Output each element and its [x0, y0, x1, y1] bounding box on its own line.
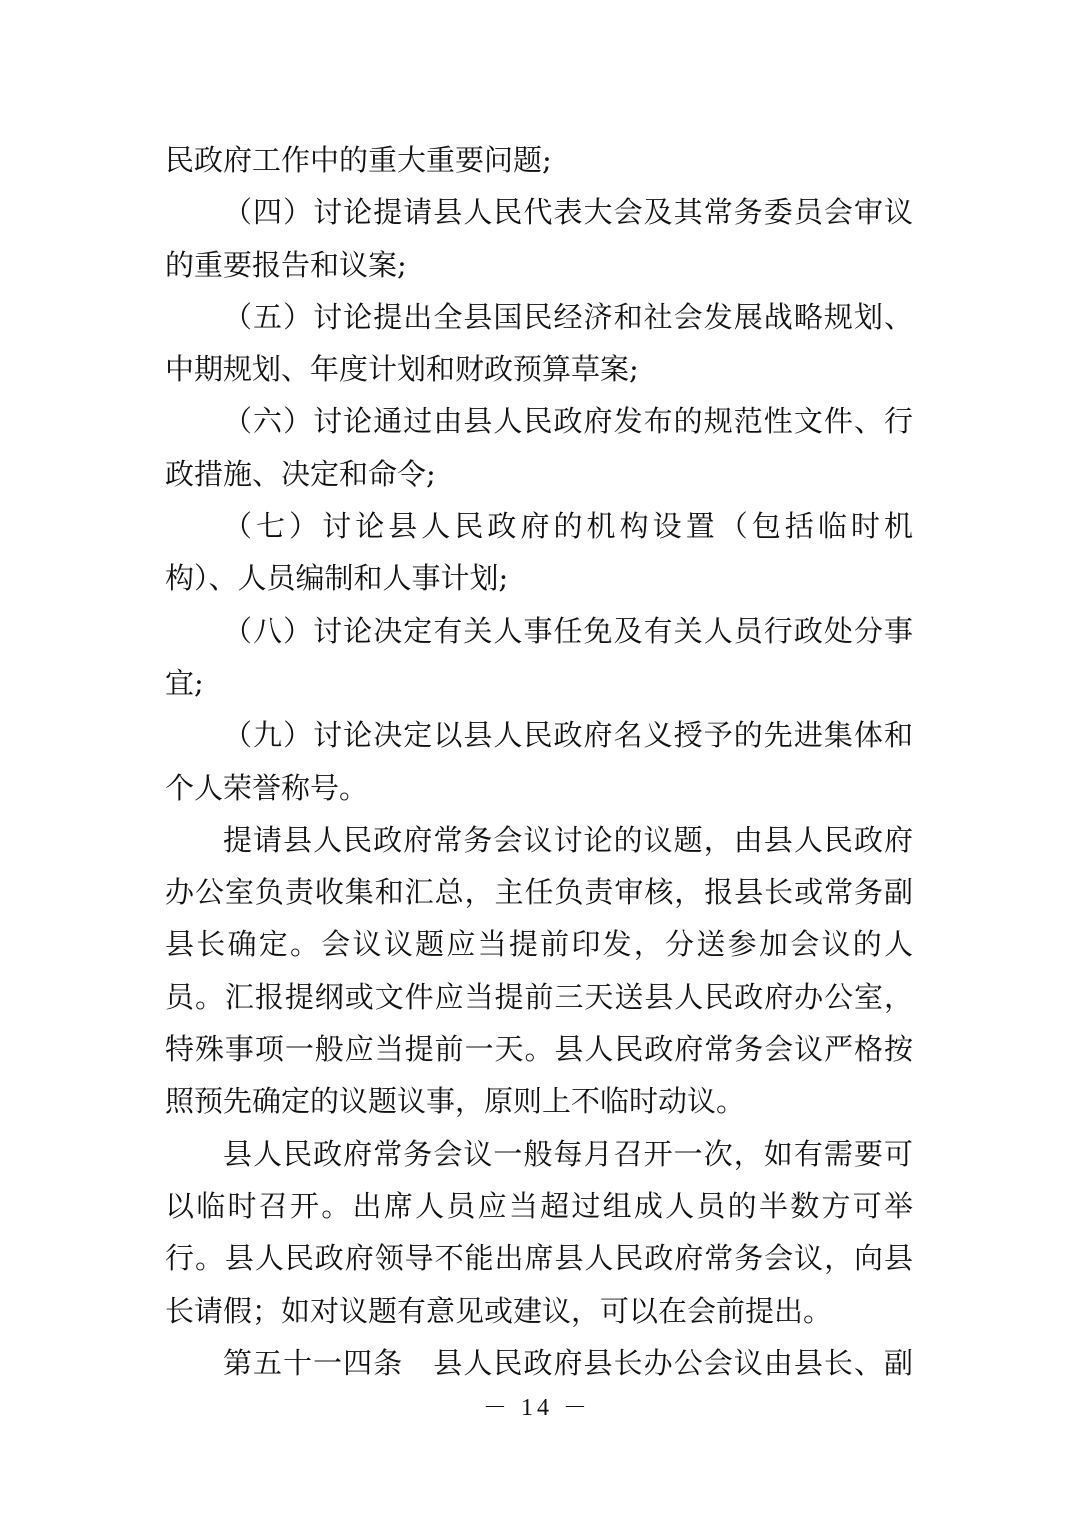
text-line: 个人荣誉称号。	[165, 770, 369, 805]
text-line: 提请县人民政府常务会议讨论的议题，由县人民政府	[223, 822, 913, 857]
text-line: 政措施、决定和命令;	[165, 456, 436, 491]
text-line: 的重要报告和议案;	[165, 247, 407, 282]
body-text	[165, 134, 913, 1389]
text-line: （九）讨论决定以县人民政府名义授予的先进集体和	[223, 718, 913, 753]
text-line: 县长确定。会议议题应当提前印发，分送参加会议的人	[165, 927, 913, 962]
text-line: 中期规划、年度计划和财政预算草案;	[165, 352, 639, 387]
text-line: （五）讨论提出全县国民经济和社会发展战略规划、	[223, 299, 913, 334]
text-line: 照预先确定的议题议事，原则上不临时动议。	[165, 1084, 746, 1119]
text-line: 构）、人员编制和人事计划;	[165, 561, 509, 596]
text-line: （四）讨论提请县人民代表大会及其常务委员会审议	[223, 195, 913, 230]
text-line: 第五十一四条 县人民政府县长办公会议由县长、副	[223, 1345, 913, 1380]
text-line: 长请假；如对议题有意见或建议，可以在会前提出。	[165, 1293, 833, 1328]
text-line: 员。汇报提纲或文件应当提前三天送县人民政府办公室，	[165, 979, 913, 1014]
text-line: 宜;	[165, 665, 204, 700]
text-line: 办公室负责收集和汇总，主任负责审核，报县长或常务副	[165, 875, 913, 910]
text-line: 特殊事项一般应当提前一天。县人民政府常务会议严格按	[165, 1032, 913, 1067]
text-line: 县人民政府常务会议一般每月召开一次，如有需要可	[223, 1136, 913, 1171]
text-line: （七）讨论县人民政府的机构设置（包括临时机	[223, 509, 913, 544]
text-line: 民政府工作中的重大重要问题;	[165, 143, 552, 177]
text-line: 行。县人民政府领导不能出席县人民政府常务会议，向县	[165, 1241, 913, 1276]
text-line: （八）讨论决定有关人事任免及有关人员行政处分事	[223, 613, 913, 648]
text-line: （六）讨论通过由县人民政府发布的规范性文件、行	[223, 404, 913, 439]
text-line: 以临时召开。出席人员应当超过组成人员的半数方可举	[165, 1188, 913, 1223]
page-number: － 14 －	[483, 1395, 591, 1421]
